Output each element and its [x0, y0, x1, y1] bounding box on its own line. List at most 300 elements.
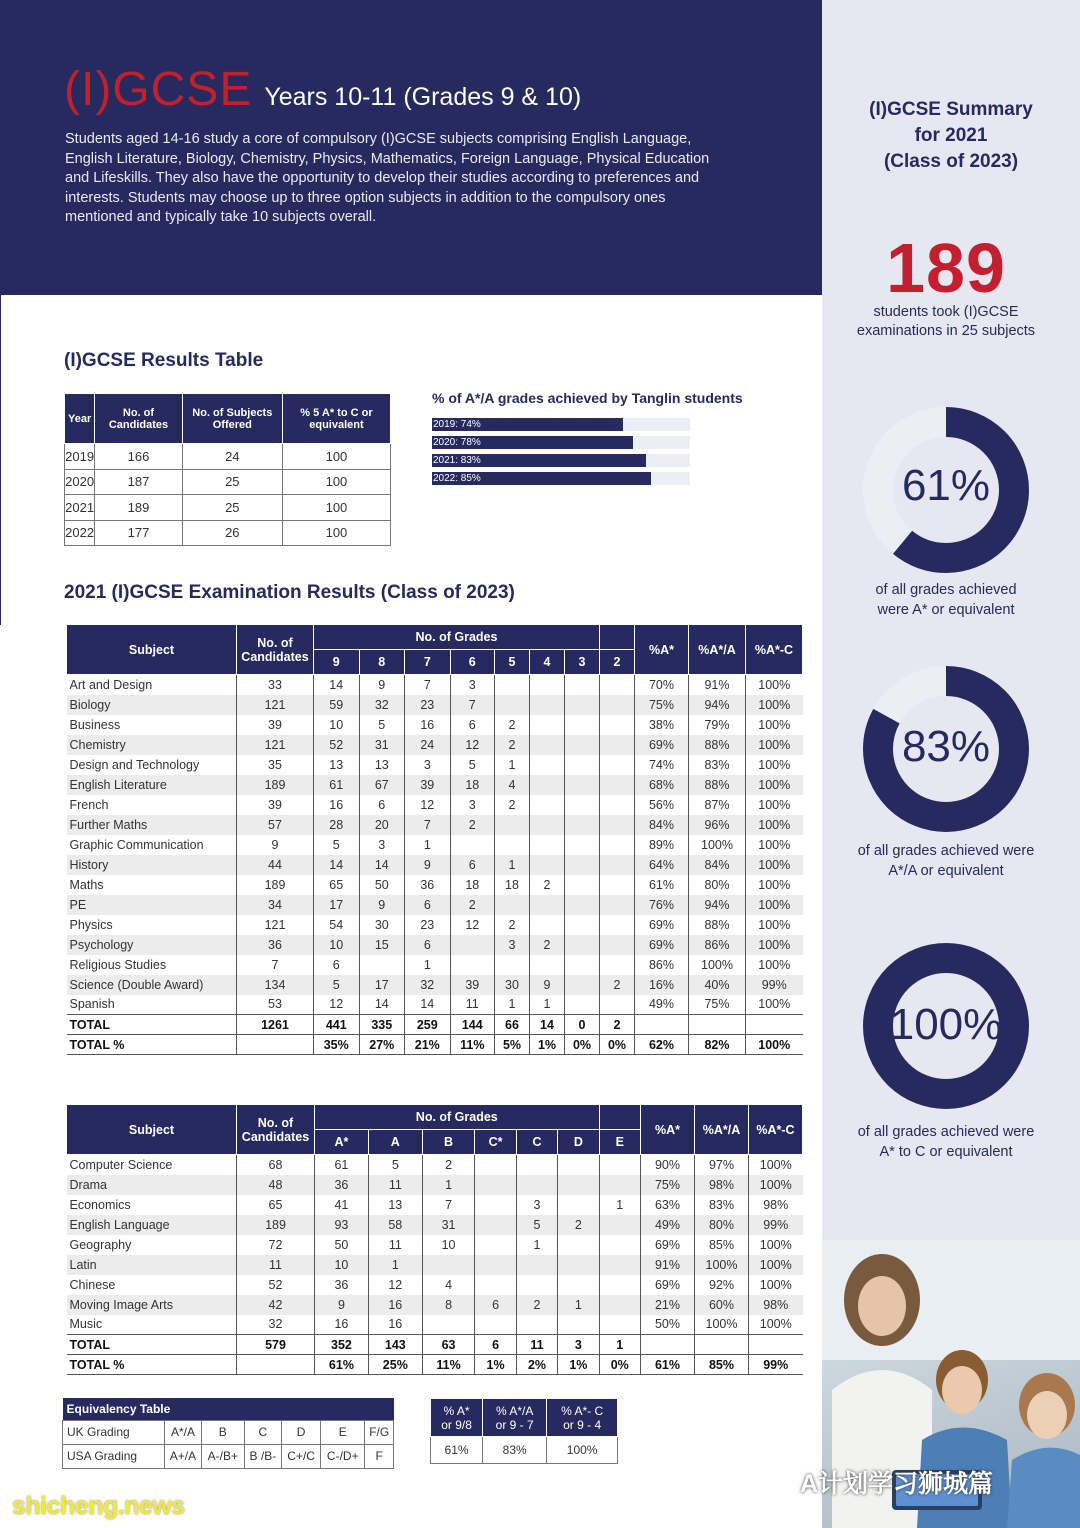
table-cell: 32 [237, 1315, 315, 1335]
subject-cell: Drama [67, 1175, 237, 1195]
pct-summary-value: 61% [431, 1437, 483, 1464]
pct-header: %A*/A [689, 625, 746, 675]
table-cell: 57 [237, 815, 314, 835]
table-cell [599, 695, 634, 715]
table-cell [599, 675, 634, 695]
table-cell: 39 [450, 975, 494, 995]
table-cell [530, 815, 565, 835]
table-cell [475, 1175, 516, 1195]
table-cell: 335 [359, 1015, 405, 1035]
table-row [67, 1315, 803, 1335]
table-cell: 11 [368, 1175, 422, 1195]
subject-cell: History [67, 855, 237, 875]
table-cell: 88% [689, 735, 746, 755]
table-row [67, 755, 803, 775]
table-cell [422, 1315, 475, 1335]
table-cell [495, 895, 530, 915]
table-cell: 9 [359, 675, 405, 695]
table-cell: 1 [530, 995, 565, 1015]
table-cell [599, 955, 634, 975]
table-cell [599, 755, 634, 775]
table-cell: 100% [746, 895, 803, 915]
table-row [67, 995, 803, 1015]
table-cell: 100% [749, 1235, 803, 1255]
table-cell [558, 1175, 599, 1195]
table-cell: 9 [359, 895, 405, 915]
table-cell: 17 [314, 895, 360, 915]
header-line: or 9 - 4 [563, 1417, 602, 1432]
candidates-header: No. of Candidates [237, 625, 314, 675]
subject-cell: Maths [69, 877, 104, 892]
table-cell: 85% [695, 1355, 749, 1375]
table-cell [475, 1215, 516, 1235]
subject-cell: Art and Design [69, 677, 153, 692]
table-cell: 52 [237, 1275, 315, 1295]
table-cell: 7 [450, 695, 494, 715]
table-cell: 12 [405, 795, 451, 815]
table-cell: 21% [405, 1035, 451, 1055]
page-title [64, 62, 581, 117]
pct-header: %A*-C [746, 625, 803, 675]
table-cell: 100% [746, 675, 803, 695]
table-cell: 64% [635, 855, 689, 875]
table-cell: 100% [695, 1255, 749, 1275]
table-cell: 49% [641, 1215, 695, 1235]
table-cell: 35 [237, 755, 314, 775]
table-cell: 1 [495, 755, 530, 775]
table-cell: 94% [689, 895, 746, 915]
table-cell: 100% [746, 1035, 803, 1055]
table-cell: 5 [368, 1155, 422, 1175]
table-cell: 85% [695, 1235, 749, 1255]
bar-label: 2019: 74% [433, 419, 481, 430]
table-cell [599, 935, 634, 955]
table-cell: 100% [746, 715, 803, 735]
table-cell [564, 875, 599, 895]
table-cell [530, 855, 565, 875]
grade-header: 3 [564, 650, 599, 675]
table-cell: 35% [314, 1035, 360, 1055]
subject-cell: Biology [67, 695, 237, 715]
spacer-header [599, 1105, 640, 1130]
table-cell: 34 [237, 895, 314, 915]
table-row [67, 895, 803, 915]
table-cell [564, 895, 599, 915]
table-cell: 0% [599, 1035, 634, 1055]
table-cell: 4 [422, 1275, 475, 1295]
table-cell [564, 775, 599, 795]
subject-cell: English Literature [67, 775, 237, 795]
table-cell [516, 1315, 557, 1335]
table-cell [475, 1255, 516, 1275]
table-cell: 100% [689, 835, 746, 855]
grade-header: C* [475, 1130, 516, 1155]
equivalency-title: Equivalency Table [63, 1398, 394, 1420]
grades-table-letter [66, 1104, 803, 1375]
table-cell: 100% [749, 1255, 803, 1275]
table-cell: C+/C [282, 1444, 321, 1468]
table-cell: 25 [182, 469, 282, 495]
table-cell: 82% [689, 1035, 746, 1055]
caption-line: A*/A or equivalent [888, 863, 1004, 879]
table-cell: 11 [516, 1335, 557, 1355]
subject-cell: PE [67, 895, 237, 915]
table-cell: 1261 [237, 1015, 314, 1035]
table-cell [237, 1035, 314, 1055]
table-cell: 59 [314, 695, 360, 715]
table-cell: 100 [282, 469, 390, 495]
table-row [63, 1420, 394, 1444]
table-cell: 69% [641, 1235, 695, 1255]
table-cell: 100 [282, 520, 390, 546]
table-cell: 187 [95, 469, 182, 495]
table-cell [599, 1155, 640, 1175]
table-cell [599, 995, 634, 1015]
table-cell: 99% [749, 1215, 803, 1235]
table-cell [599, 1235, 640, 1255]
table-cell: 7 [237, 955, 314, 975]
table-cell: F [365, 1444, 394, 1468]
subject-cell: TOTAL % [67, 1355, 237, 1375]
table-cell: 0% [599, 1355, 640, 1375]
table-cell [237, 1355, 315, 1375]
student-count-caption [822, 303, 1070, 341]
table-cell [359, 955, 405, 975]
table-cell: 3 [495, 935, 530, 955]
subject-header: Subject [67, 625, 237, 675]
column-header: Year [65, 394, 95, 444]
table-cell: 50 [359, 875, 405, 895]
summary-sidebar [822, 0, 1080, 1528]
table-cell: 2 [516, 1295, 557, 1315]
table-cell: 25 [182, 495, 282, 521]
table-cell [495, 955, 530, 975]
table-cell [475, 1195, 516, 1215]
bar-label: 2020: 78% [433, 437, 481, 448]
donut-caption [822, 841, 1070, 881]
table-cell: A*/A [164, 1420, 201, 1444]
table-cell: 56% [635, 795, 689, 815]
grade-header: A* [315, 1130, 369, 1155]
header-line: or 9 - 7 [495, 1417, 534, 1432]
table-cell: 94% [689, 695, 746, 715]
table-cell: 68% [635, 775, 689, 795]
table-cell: A-/B+ [202, 1444, 245, 1468]
table-cell [558, 1275, 599, 1295]
table-cell [516, 1255, 557, 1275]
grades-table-numeric [66, 624, 803, 1055]
table-cell [599, 1215, 640, 1235]
table-cell: 1 [422, 1175, 475, 1195]
header-banner [0, 0, 822, 295]
table-cell: 14 [405, 995, 451, 1015]
subject-cell: Physics [69, 917, 113, 932]
table-cell: 5 [359, 715, 405, 735]
table-cell: 2 [530, 875, 565, 895]
table-cell: A+/A [164, 1444, 201, 1468]
column-header: No. of Subjects Offered [182, 394, 282, 444]
table-cell [516, 1175, 557, 1195]
table-cell: 7 [422, 1195, 475, 1215]
table-cell: 9 [237, 835, 314, 855]
table-cell: 100% [749, 1275, 803, 1295]
table-cell [564, 835, 599, 855]
table-cell: 72 [237, 1235, 315, 1255]
table-cell: 2020 [65, 469, 95, 495]
table-cell [475, 1275, 516, 1295]
table-cell: 84% [635, 815, 689, 835]
table-cell: 6 [450, 715, 494, 735]
table-cell: 16 [405, 715, 451, 735]
grades-group-header: No. of Grades [315, 1105, 600, 1130]
header-line: % A*- C [561, 1403, 604, 1418]
table-cell: 6 [450, 855, 494, 875]
table-cell: 66 [495, 1015, 530, 1035]
table-cell: 36 [315, 1275, 369, 1295]
table-cell: 15 [359, 935, 405, 955]
table-row [65, 495, 391, 521]
table-cell: 2 [450, 895, 494, 915]
candidates-header: No. of Candidates [237, 1105, 315, 1155]
subject-cell: Graphic Communication [69, 837, 204, 852]
table-cell: 3 [359, 835, 405, 855]
table-cell: 2 [495, 735, 530, 755]
table-cell: 100% [746, 855, 803, 875]
table-cell: 100% [746, 915, 803, 935]
table-cell: 58 [368, 1215, 422, 1235]
table-cell [422, 1255, 475, 1275]
table-cell [530, 735, 565, 755]
table-cell: 96% [689, 815, 746, 835]
table-cell: 2 [450, 815, 494, 835]
table-cell [495, 695, 530, 715]
table-row [67, 1295, 803, 1315]
table-cell [599, 775, 634, 795]
table-cell: C [244, 1420, 282, 1444]
table-cell: 24 [182, 444, 282, 470]
table-cell: 1% [558, 1355, 599, 1375]
table-cell [599, 895, 634, 915]
table-cell: 61% [315, 1355, 369, 1375]
table-cell: 39 [237, 795, 314, 815]
caption-line: students took (I)GCSE [873, 304, 1019, 320]
table-cell [564, 955, 599, 975]
table-cell: 11 [450, 995, 494, 1015]
table-cell: 61% [635, 875, 689, 895]
table-cell: 13 [314, 755, 360, 775]
grades-group-header: No. of Grades [314, 625, 600, 650]
table-cell: 11 [237, 1255, 315, 1275]
grade-header: 2 [599, 650, 634, 675]
table-cell: 13 [368, 1195, 422, 1215]
subject-cell: TOTAL % [67, 1035, 237, 1055]
table-cell: 12 [450, 915, 494, 935]
column-header: % 5 A* to C or equivalent [282, 394, 390, 444]
table-cell [599, 795, 634, 815]
table-cell: UK Grading [63, 1420, 165, 1444]
subject-cell: TOTAL [67, 1335, 237, 1355]
table-cell [599, 1295, 640, 1315]
table-cell: 11% [450, 1035, 494, 1055]
table-cell [516, 1155, 557, 1175]
table-cell: 121 [237, 735, 314, 755]
table-cell: 6 [475, 1335, 516, 1355]
student-count: 189 [886, 229, 1006, 307]
table-cell [564, 795, 599, 815]
table-row [67, 735, 803, 755]
subject-cell: Computer Science [69, 1157, 173, 1172]
table-row [67, 1155, 803, 1175]
table-cell: 69% [635, 915, 689, 935]
table-cell: 75% [641, 1175, 695, 1195]
table-cell: 84% [689, 855, 746, 875]
caption-line: of all grades achieved [875, 582, 1017, 598]
total-percent-row [67, 1035, 803, 1055]
table-cell: 3 [405, 755, 451, 775]
percentage-summary-table [430, 1398, 618, 1464]
table-cell: 0% [564, 1035, 599, 1055]
table-cell: 62% [635, 1035, 689, 1055]
table-cell: 1% [475, 1355, 516, 1375]
table-cell: 13 [359, 755, 405, 775]
caption-line: of all grades achieved were [857, 1124, 1035, 1140]
caption-line: A* to C or equivalent [879, 1144, 1013, 1160]
table-cell: 54 [314, 915, 360, 935]
table-cell: 121 [237, 915, 314, 935]
grade-header: E [599, 1130, 640, 1155]
table-cell: 1 [599, 1335, 640, 1355]
table-cell [564, 735, 599, 755]
table-cell: 70% [635, 675, 689, 695]
table-cell [599, 1255, 640, 1275]
table-cell [564, 715, 599, 735]
bar-label: 2021: 83% [433, 455, 481, 466]
table-cell: 100 [282, 495, 390, 521]
table-cell: 30 [359, 915, 405, 935]
subject-cell: French [69, 797, 109, 812]
table-cell [558, 1235, 599, 1255]
table-cell: 2 [495, 915, 530, 935]
caption-line: of all grades achieved were [857, 843, 1035, 859]
table-cell: 60% [695, 1295, 749, 1315]
bar-row [432, 472, 690, 485]
table-cell: 2 [599, 975, 634, 995]
table-cell: 121 [237, 695, 314, 715]
table-cell: 441 [314, 1015, 360, 1035]
table-row [67, 1175, 803, 1195]
table-cell: 80% [695, 1215, 749, 1235]
summary-title [822, 97, 1080, 175]
subject-cell: Psychology [67, 935, 237, 955]
table-cell: D [282, 1420, 321, 1444]
table-cell: 48 [237, 1175, 315, 1195]
table-cell: 177 [95, 520, 182, 546]
table-cell [599, 1315, 640, 1335]
table-cell [564, 675, 599, 695]
table-cell: 98% [749, 1295, 803, 1315]
table-row [67, 1275, 803, 1295]
header-line: or 9/8 [441, 1417, 472, 1432]
pct-summary-header [431, 1399, 483, 1437]
table-cell [599, 855, 634, 875]
caption-line: examinations in 25 subjects [856, 323, 1036, 339]
table-row [67, 875, 803, 895]
table-cell: 65 [237, 1195, 315, 1215]
results-table [64, 393, 391, 546]
table-cell: 98% [749, 1195, 803, 1215]
table-row [65, 444, 391, 470]
summary-title-line: for 2021 [914, 125, 988, 146]
table-cell: 10 [315, 1255, 369, 1275]
table-cell: 2 [530, 935, 565, 955]
subject-cell: Latin [67, 1255, 237, 1275]
table-cell: 42 [237, 1295, 315, 1315]
table-cell: 100% [749, 1155, 803, 1175]
table-cell [564, 915, 599, 935]
subject-cell: Moving Image Arts [67, 1295, 237, 1315]
table-cell: 6 [475, 1295, 516, 1315]
table-cell: 16 [314, 795, 360, 815]
table-cell: 63 [422, 1335, 475, 1355]
table-cell: 8 [422, 1295, 475, 1315]
table-cell [516, 1275, 557, 1295]
table-cell: USA Grading [63, 1444, 165, 1468]
table-cell [599, 735, 634, 755]
table-cell: 25% [368, 1355, 422, 1375]
table-cell [564, 935, 599, 955]
table-cell: 1 [558, 1295, 599, 1315]
table-cell: 5% [495, 1035, 530, 1055]
subject-cell: Economics [69, 1197, 131, 1212]
total-row [67, 1335, 803, 1355]
table-cell: 74% [635, 755, 689, 775]
table-cell: 18 [450, 875, 494, 895]
table-cell: 579 [237, 1335, 315, 1355]
table-cell [530, 755, 565, 775]
table-cell: 32 [359, 695, 405, 715]
table-cell: 61% [641, 1355, 695, 1375]
table-cell: 86% [635, 955, 689, 975]
table-cell [450, 955, 494, 975]
table-cell: 50 [315, 1235, 369, 1255]
bar-row [432, 436, 690, 449]
table-cell: 352 [315, 1335, 369, 1355]
subject-cell: English Language [67, 1215, 237, 1235]
table-cell: 65 [314, 875, 360, 895]
table-cell: 89% [635, 835, 689, 855]
table-cell: 1 [368, 1255, 422, 1275]
donut-caption [822, 1122, 1070, 1162]
table-cell: 5 [314, 835, 360, 855]
table-cell: 76% [635, 895, 689, 915]
table-cell [558, 1155, 599, 1175]
table-cell: 26 [182, 520, 282, 546]
table-cell: 10 [422, 1235, 475, 1255]
table-cell: 18 [495, 875, 530, 895]
table-cell: 100% [749, 1315, 803, 1335]
equivalency-table [62, 1398, 394, 1469]
table-cell: 3 [450, 795, 494, 815]
table-cell: 36 [237, 935, 314, 955]
table-cell: 83% [695, 1195, 749, 1215]
subject-cell: Further Maths [67, 815, 237, 835]
table-cell: 100% [746, 815, 803, 835]
table-cell: 134 [237, 975, 314, 995]
pct-header: %A*/A [695, 1105, 749, 1155]
table-cell: 20 [359, 815, 405, 835]
table-cell [530, 795, 565, 815]
table-cell: 12 [314, 995, 360, 1015]
